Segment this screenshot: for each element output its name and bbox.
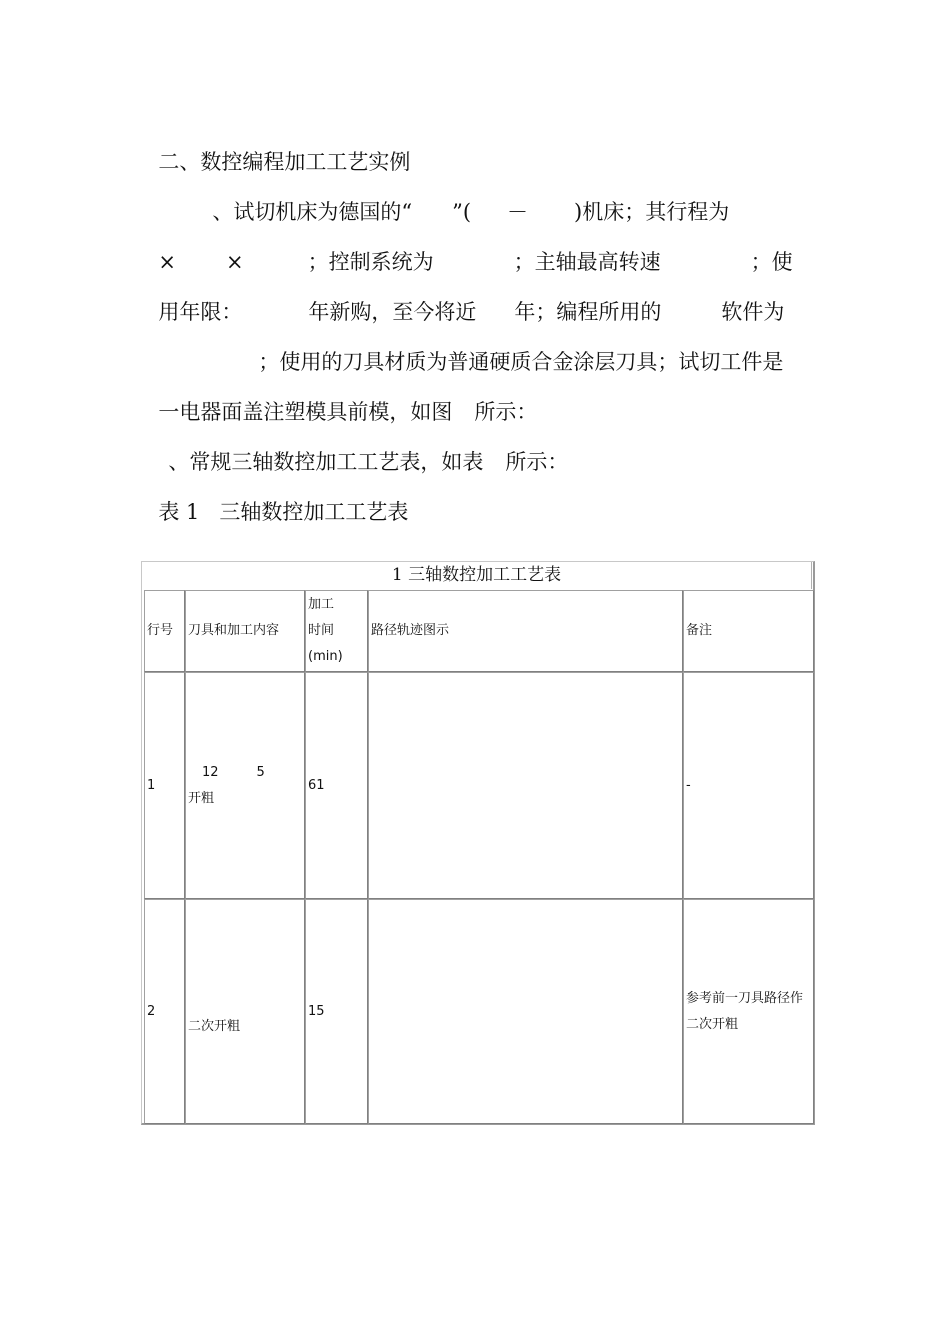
header-text: 刀具和加工内容 — [188, 623, 280, 638]
table-row-2-path — [368, 899, 683, 1124]
table-row-1-note — [683, 672, 814, 899]
row-no: 2 — [147, 1003, 156, 1019]
table-row-2-no — [144, 899, 185, 1124]
header-path — [368, 590, 683, 672]
table-row-2-note — [683, 899, 814, 1124]
table-row-1-path — [368, 672, 683, 899]
table-row-1-no — [144, 672, 185, 899]
text: 一电器面盖注塑模具前模，如图 — [158, 400, 453, 424]
header-text: 时间 — [308, 623, 335, 638]
note-text: 二次开粗 — [686, 1016, 739, 1032]
text: ”( — [452, 200, 472, 224]
text: ；使 — [750, 250, 793, 274]
table-row-2-tool — [185, 899, 305, 1124]
header-text: 备注 — [686, 623, 713, 638]
heading-text: 二、数控编程加工工艺实例 — [158, 150, 411, 174]
section-heading — [145, 123, 410, 175]
table-row-2-time — [305, 899, 368, 1124]
table-label — [145, 473, 408, 525]
header-tool — [185, 590, 305, 672]
text: × — [158, 250, 176, 274]
text: 、试切机床为德国的“ — [212, 200, 413, 224]
text: 所示： — [505, 450, 569, 474]
note-text: - — [686, 777, 691, 793]
text: )机床；其行程为 — [574, 200, 730, 224]
header-text: (min) — [308, 649, 343, 664]
header-time — [305, 590, 368, 672]
header-text: 行号 — [147, 623, 174, 638]
tool-operation: 开粗 — [188, 790, 215, 806]
process-table — [141, 561, 815, 1125]
text: 软件为 — [721, 300, 785, 324]
note-text: 参考前一刀具路径作 — [686, 990, 804, 1006]
header-text: 加工 — [308, 597, 335, 612]
text: × — [225, 250, 244, 274]
table-caption: 1 三轴数控加工工艺表 — [142, 562, 812, 589]
text: － — [507, 200, 529, 224]
paragraph-line-6 — [155, 423, 568, 475]
text: ；使用的刀具材质为普通硬质合金涂层刀具；试切工件是 — [258, 350, 784, 374]
paragraph-line-3 — [145, 273, 784, 325]
table-row-1-tool — [185, 672, 305, 899]
text: 所示： — [474, 400, 538, 424]
tool-diameter: 12 — [202, 764, 219, 780]
text: 、常规三轴数控加工工艺表，如表 — [168, 450, 484, 474]
header-row-no — [144, 590, 185, 672]
time-value: 61 — [308, 777, 325, 793]
paragraph-line-4 — [245, 323, 783, 375]
paragraph-line-2 — [145, 223, 793, 275]
text: 用年限： — [158, 300, 243, 324]
header-note — [683, 590, 814, 672]
text: 表 1 三轴数控加工工艺表 — [158, 500, 409, 524]
paragraph-line-1 — [199, 173, 729, 225]
text: ；控制系统为 — [307, 250, 434, 274]
text: 年新购，至今将近 — [308, 300, 477, 324]
tool-operation: 二次开粗 — [188, 1018, 241, 1034]
tool-radius: 5 — [256, 764, 265, 780]
row-no: 1 — [147, 777, 156, 793]
time-value: 15 — [308, 1003, 325, 1019]
text: ；主轴最高转速 — [513, 250, 661, 274]
table-row-1-time — [305, 672, 368, 899]
paragraph-line-5 — [145, 373, 537, 425]
text: 年；编程所用的 — [514, 300, 662, 324]
header-text: 路径轨迹图示 — [371, 623, 450, 638]
